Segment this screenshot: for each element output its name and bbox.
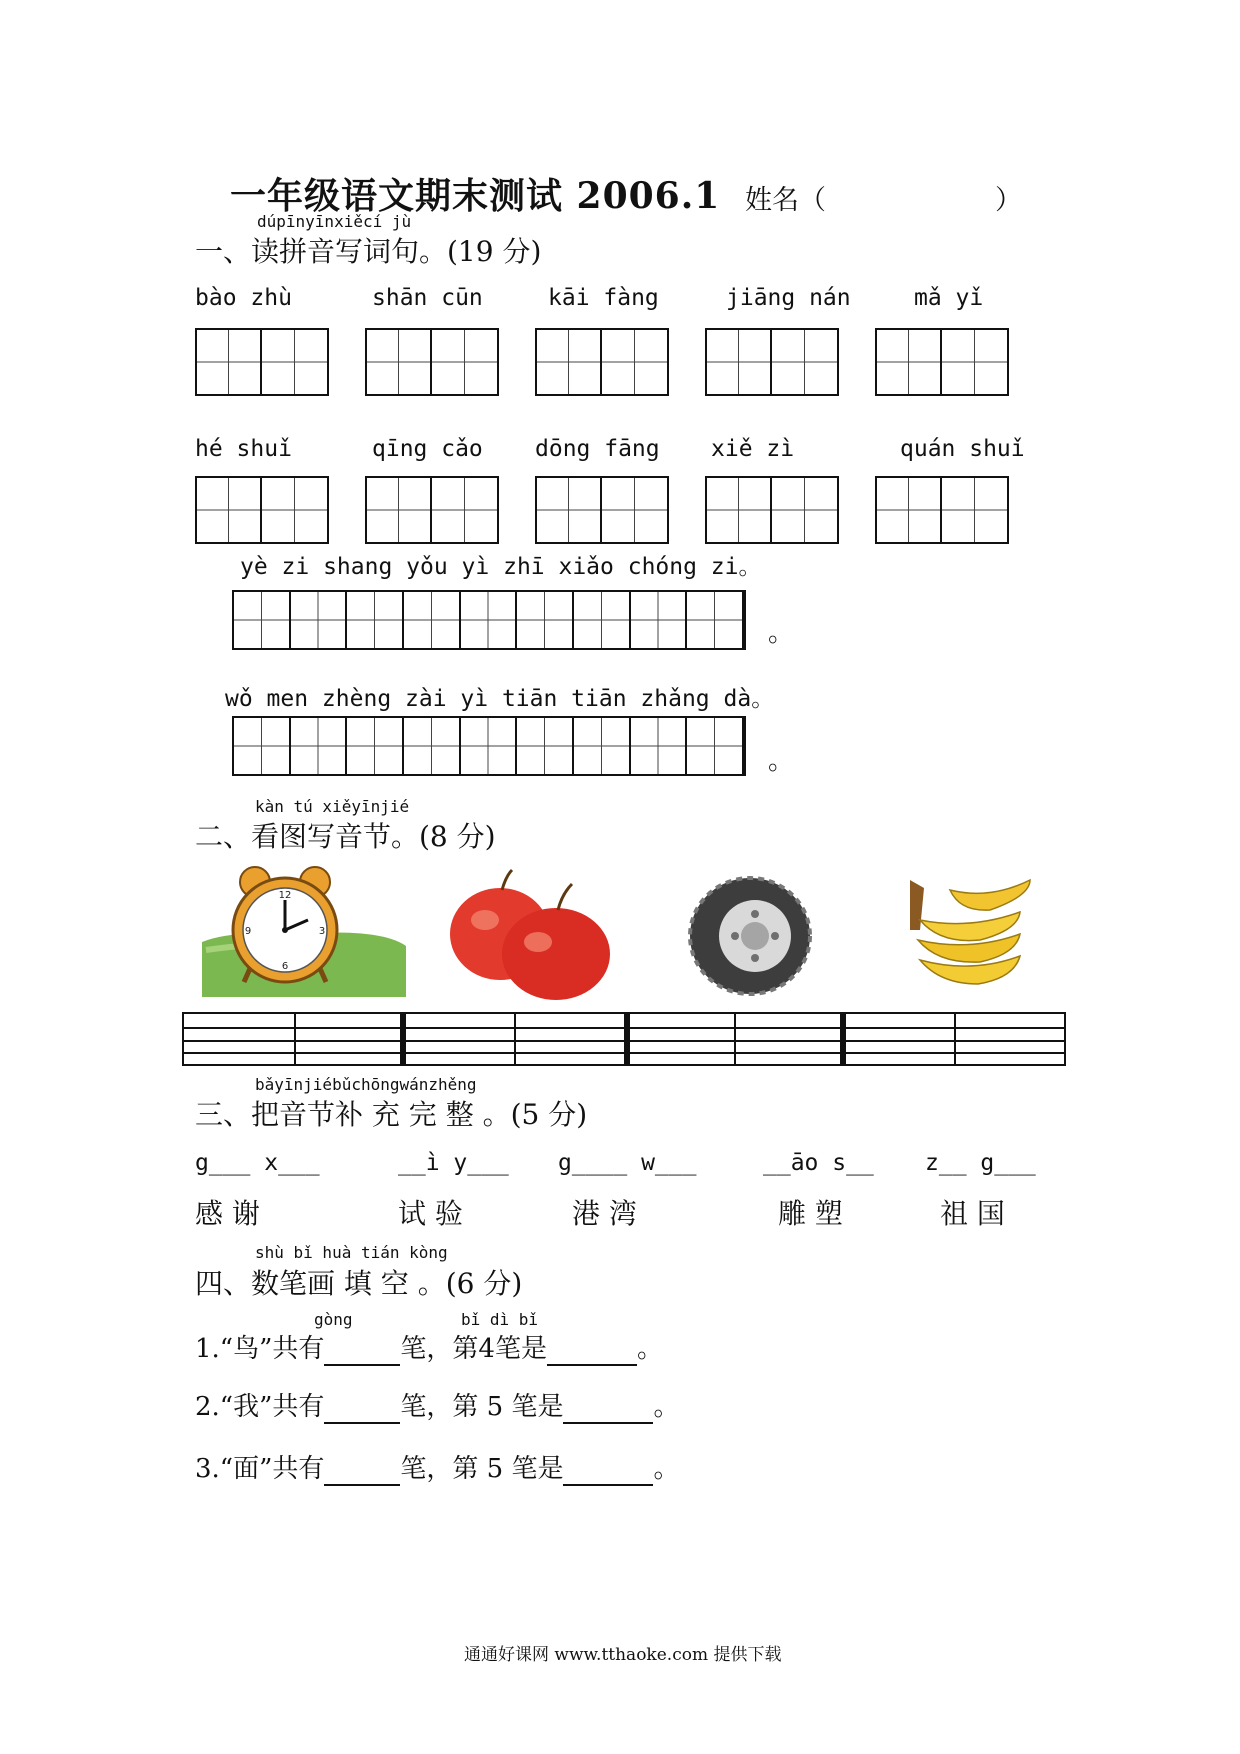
- question-text: 笔，第 5 笔是: [400, 1392, 564, 1422]
- pinyin-word: quán shuǐ: [900, 436, 1025, 462]
- pinyin-word: dōng fāng: [535, 436, 660, 462]
- section2-heading: 二、看图写音节。(8 分): [195, 820, 496, 853]
- question-2: [195, 1386, 680, 1424]
- section3-pinyin-hint: bǎyīnjiébǔchōngwánzhěng: [255, 1075, 477, 1094]
- question-text: 。: [636, 1334, 663, 1364]
- answer-blank[interactable]: [563, 1454, 653, 1486]
- footer-credit: 通通好课网 www.tthaoke.com 提供下载: [464, 1645, 782, 1665]
- question-text: 笔，第 5 笔是: [400, 1454, 564, 1484]
- pinyin-word: shān cūn: [372, 285, 483, 311]
- pinyin-fill-blank[interactable]: g____ w___: [558, 1150, 697, 1176]
- hanzi-word: 雕 塑: [778, 1197, 843, 1230]
- sentence-writing-grid[interactable]: [232, 716, 746, 776]
- section1-heading: 一、读拼音写词句。(19 分): [195, 235, 542, 268]
- section4-pinyin-hint: shù bǐ huà tián kòng: [255, 1243, 448, 1262]
- pinyin-fill-blank[interactable]: g___ x___: [195, 1150, 320, 1176]
- svg-text:3: 3: [318, 926, 326, 937]
- svg-text:12: 12: [278, 890, 292, 901]
- writing-grid[interactable]: [535, 476, 669, 544]
- svg-text:9: 9: [244, 926, 252, 937]
- section2-pinyin-hint: kàn tú xiěyīnjié: [255, 797, 410, 816]
- question-text: 1.“鸟”共有: [195, 1334, 325, 1364]
- hanzi-word: 港 湾: [572, 1197, 637, 1230]
- question-text: 笔，第4笔是: [400, 1334, 547, 1364]
- sentence-period: 。: [768, 746, 795, 776]
- writing-grid[interactable]: [365, 328, 499, 396]
- pinyin-word: kāi fàng: [548, 285, 659, 311]
- question-1: [195, 1328, 663, 1366]
- pinyin-word: xiě zì: [711, 436, 795, 462]
- answer-blank[interactable]: [547, 1334, 637, 1366]
- sentence-writing-grid[interactable]: [232, 590, 746, 650]
- sentence-period: 。: [768, 618, 795, 648]
- bananas-picture: [880, 860, 1040, 1000]
- pinyin-word: jiāng nán: [726, 285, 851, 311]
- hanzi-word: 祖 国: [940, 1197, 1005, 1230]
- writing-grid[interactable]: [535, 328, 669, 396]
- writing-grid[interactable]: [195, 476, 329, 544]
- pinyin-sentence: yè zi shang yǒu yì zhī xiǎo chóng zi。: [240, 554, 762, 580]
- section4-heading: 四、数笔画 填 空 。(6 分): [195, 1267, 523, 1300]
- question-text: 。: [653, 1454, 680, 1484]
- question-text: 。: [653, 1392, 680, 1422]
- writing-grid[interactable]: [705, 328, 839, 396]
- writing-grid[interactable]: [195, 328, 329, 396]
- page-title: 一年级语文期末测试 2006.1: [230, 175, 721, 217]
- writing-grid[interactable]: [875, 328, 1009, 396]
- pinyin-word: qīng cǎo: [372, 436, 483, 462]
- hanzi-word: 试 验: [398, 1197, 463, 1230]
- answer-blank[interactable]: [324, 1334, 400, 1366]
- apples-picture: [440, 862, 620, 1002]
- pinyin-word: bào zhù: [195, 285, 292, 311]
- name-label: 姓名（: [745, 185, 826, 216]
- pinyin-writing-strip[interactable]: [182, 1012, 1066, 1066]
- pinyin-fill-blank[interactable]: z__ g___: [925, 1150, 1036, 1176]
- writing-grid[interactable]: [705, 476, 839, 544]
- pinyin-sentence: wǒ men zhèng zài yì tiān tiān zhǎng dà。: [225, 686, 775, 712]
- pinyin-fill-blank[interactable]: __āo s__: [763, 1150, 874, 1176]
- pinyin-word: hé shuǐ: [195, 436, 292, 462]
- question-text: 2.“我”共有: [195, 1392, 325, 1422]
- question-3: [195, 1448, 680, 1486]
- tire-picture: [675, 870, 825, 1000]
- question-text: 3.“面”共有: [195, 1454, 325, 1484]
- answer-blank[interactable]: [563, 1392, 653, 1424]
- pinyin-word: mǎ yǐ: [914, 285, 984, 311]
- alarm-clock-picture: [200, 862, 410, 1002]
- writing-grid[interactable]: [875, 476, 1009, 544]
- pinyin-fill-blank[interactable]: __ì y___: [398, 1150, 509, 1176]
- hanzi-word: 感 谢: [195, 1197, 260, 1230]
- gong-pinyin-hint: gòng: [314, 1310, 353, 1329]
- section3-heading: 三、把音节补 充 完 整 。(5 分): [195, 1098, 588, 1131]
- svg-text:6: 6: [281, 961, 289, 972]
- writing-grid[interactable]: [365, 476, 499, 544]
- bi-di-bi-pinyin-hint: bǐ dì bǐ: [461, 1310, 539, 1329]
- answer-blank[interactable]: [324, 1392, 400, 1424]
- section1-pinyin-hint: dúpīnyīnxiěcí jù: [257, 212, 412, 231]
- name-label-close: ）: [995, 185, 1022, 216]
- answer-blank[interactable]: [324, 1454, 400, 1486]
